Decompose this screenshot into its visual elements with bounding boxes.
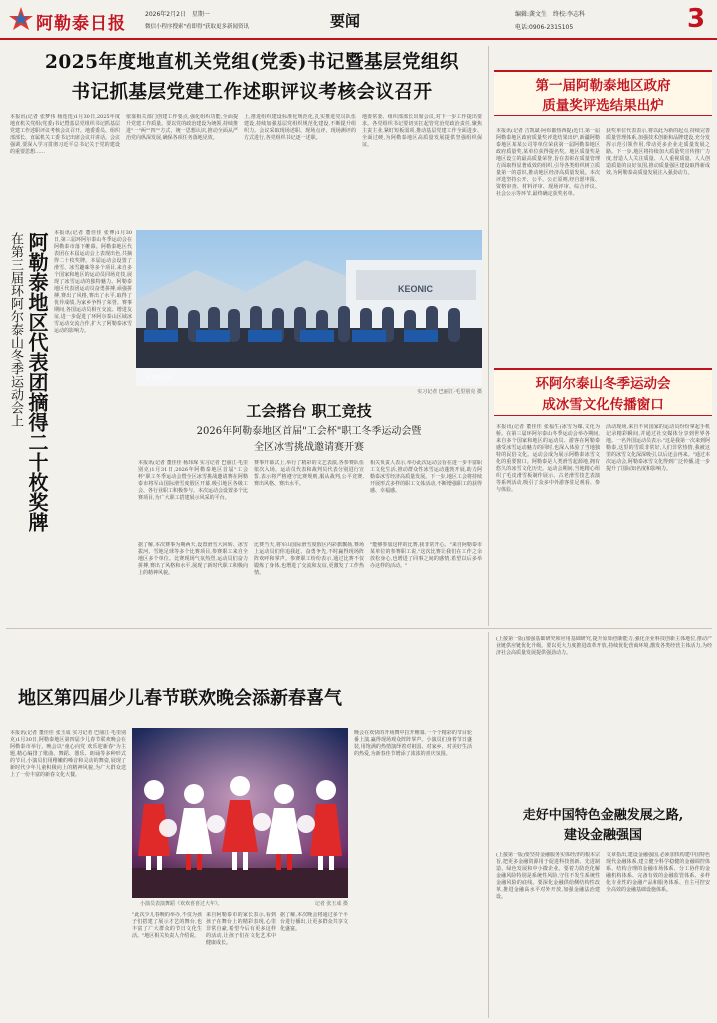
section-title: 要闻 xyxy=(330,12,361,30)
right-bottom-divider xyxy=(488,632,489,1018)
side-mid-title-line2: 成冰雪文化传播窗口 xyxy=(542,397,664,413)
photo-team-group xyxy=(136,230,482,386)
side-top-body-a: 本报讯(记者 吉凯斌·阿布都热西提)近日,第一届阿勒泰地区政府质量奖评选结果出炉,新疆阿勒泰地区某某公司等单位荣获第一届阿勒泰地区政府质量奖,某单位获得提名奖。地区质量奖是地区设立的最高质量荣誉,旨在表彰在质量管理方面取得显著成效的组织,引导各类组织树立质量第一的意识,推动地区经济高质量发展。本次评选坚持公开、公平、公正原则,经自愿申报、资格审查、材料评审、现场评审、综合评议、社会公示等环节,最终确定获奖名单。 xyxy=(496,128,600,197)
vertical-subtitle: 在第三届环阿尔泰山冬季运动会上 xyxy=(8,232,23,427)
vertical-title: 阿勒泰地区代表团摘得二十枚奖牌 xyxy=(25,232,49,532)
lead-title-line1: 2025年度地直机关党组(党委)书记暨基层党组织 xyxy=(45,52,459,73)
vertical-body: 本报讯(记者 董佳佳 张博)1月30日,第三届环阿尔泰山冬季运动会在阿勒泰市落下帷幕。阿勒泰地区代表团在本届运动会上表现出色,共摘得二十枚奖牌。本届运动会设置了滑雪、冰雪趣味等多个项目,来自多个国家和地区的运动员同场竞技,展现了冰雪运动的独特魅力。阿勒泰地区代表团运动员奋勇拼搏,顽强拼搏,赛出了风格,赛出了水平,取得了优异成绩,为家乡争得了荣誉。赛事期间,各国运动员相互交流、增进友谊,进一步促进了环阿尔泰山区域冰雪运动交流合作,扩大了阿勒泰冰雪运动的影响力。 xyxy=(54,230,132,334)
photo-banner-text: KEONIC xyxy=(398,284,434,294)
middle-body-col1: 本报讯(记者 董佳佳 杨玮琛 实习记者 巴丽江·毛里别克)1月31日,2026年阿勒泰地区首届"工会杯"职工冬季运动会暨全区冰雪挑战邀请赛在阿勒泰市将军山国际滑雪度假区开幕,吸引地区各级工会、各行业职工积极参与。本次运动会设置多个比赛项目,为广大职工搭建展示风采的平台。 xyxy=(138,460,248,501)
finance-title-line1: 走好中国特色金融发展之路, xyxy=(522,808,684,823)
masthead-rule xyxy=(0,38,717,40)
editor-line: 编辑:龚文生 终校:李志科 xyxy=(515,11,586,18)
lead-body-col3: 上,推进组织建设标准化规范化,扎实推进党员队伍建设,持续加强基层党组织规范化建设,不断提升组织力。会议采取现场述职、现场点评、现场测评的方式进行,各党组织书记逐一述职。 xyxy=(244,114,356,141)
middle-title: 工会搭台 职工竞技 xyxy=(246,402,372,420)
middle-subtitle-line2: 全区冰雪挑战邀请赛开赛 xyxy=(254,442,364,453)
festival-photo-credit: 记者 张玉成 摄 xyxy=(314,901,348,907)
masthead-logo-text: 阿勒泰日报 xyxy=(36,14,126,31)
finance-body-col2: 文章指出,建设金融强国,必须加快构建中国特色现代金融体系,建立健全科学稳健的金融调控体系、结构合理的金融市场体系、分工协作的金融机构体系、完备有效的金融监管体系、多样化专业性的金融产品和服务体系、自主可控安全高效的金融基础设施体系。 xyxy=(606,852,710,893)
side-mid-body-b: 活动现场,来自不同国家的运动员纷纷拿起手机记录精彩瞬间,并通过社交媒体分享到世界各地。一名外国运动员表示:"这是我第一次来到阿勒泰,这里的雪质非常好,人们非常热情,我被这里的冰雪文化深深吸引,以后还会再来。"通过本次运动会,阿勒泰冰雪文化得到广泛传播,进一步提升了国际知名度和影响力。 xyxy=(606,424,710,472)
photo-children-dance xyxy=(132,728,348,898)
festival-bottom-col1: "此次少儿春晚的举办,不仅为孩子们搭建了展示才艺的舞台,也丰富了广大群众的节日文化生活。"地区相关负责人介绍说。 xyxy=(132,912,202,939)
finance-body-col1: (上接第一版)要坚持金融服务实体经济的根本宗旨,把更多金融资源用于促进科技创新、先进制造、绿色发展和中小微企业。要着力防范化解金融风险特别是系统性风险,守住不发生系统性金融风险的底线。要深化金融供给侧结构性改革,推进金融高水平对外开放,加强金融法治建设。 xyxy=(496,852,600,900)
festival-photo-caption: 小演员表演舞蹈《欢欢喜喜过大年》。 xyxy=(140,901,223,907)
photo1-caption: 代表队合影。 xyxy=(146,375,177,381)
side-top-title-line1: 第一届阿勒泰地区政府 xyxy=(535,78,671,94)
lead-body-col1: 本报讯(记者 张梦伟 杨莲莲)1月30日,2025年度地直机关党组(党委)书记暨基层党组织书记抓基层党建工作述职评议考核会议召开。地委委员、组织部部长、直属机关工委书记出席会议并讲话。会议强调,要深入学习贯彻习近平总书记关于党的建设的重要思想…… xyxy=(10,114,120,155)
middle-body-col6: "能够参加这样的比赛,我非常开心。"来自阿勒泰市某单位的参赛职工说,"这次比赛让我们在工作之余放松身心,也增进了同事之间的感情,希望以后多举办这样的活动。" xyxy=(370,542,482,569)
lead-body-col2: 依靠相关部门创建工作要点,强化组织功能,全面提升党建工作质量。要以党的政治建设为统领,持续推进"一"两""四""方式，统一思想认识,推动全面从严治党向纵深发展,确保各项任务落地见效。 xyxy=(126,114,238,141)
lead-body-col4: 地委常委、组织部部长出席会议,对下一步工作提出要求。各党组织书记要切实扛起管党治党政治责任,聚焦主责主业,紧盯短板弱项,推动基层党建工作全面进步、全面过硬,为阿勒泰地区高质量发展提供坚强组织保证。 xyxy=(362,114,482,148)
logo-icon xyxy=(8,6,34,32)
festival-body-col1: 本报讯(记者 董佳佳 张玉成 实习记者 巴丽江·毛里别克)1月30日,阿勒泰地区第四届少儿春节联欢晚会在阿勒泰市举行。晚会以"童心向党 欢乐迎新春"为主题,精心编排了歌曲、舞蹈、器乐、朗诵等多种形式的节目,小演员们用稚嫩的嗓音和灵动的舞姿,展现了新时代少年儿童积极向上的精神风貌,为广大群众送上了一份丰富的新春文化大餐。 xyxy=(10,730,126,778)
photo1-credit: 实习记者 巴丽江·毛里别克 摄 xyxy=(417,389,482,395)
middle-body-col3: 赛事开幕式上,举行了精彩的文艺表演,各参赛队伍依次入场。运动员代表和裁判员代表分别进行宣誓,表示将严格遵守比赛规则,服从裁判,公平竞赛,赛出风格、赛出水平。 xyxy=(254,460,364,487)
side-top-body-b: 获奖单位代表表示,将以此为新的起点,持续完善质量管理体系,加强技术创新和品牌建设,充分发挥示范引领作用,带动更多企业走质量发展之路。下一步,地区将持续加大质量奖宣传推广力度,营造人人关注质量、人人重视质量、人人创造质量的良好氛围,推动质量强区建设取得新成效,为阿勒泰高质量发展注入强劲动力。 xyxy=(606,128,710,176)
festival-title: 地区第四届少儿春节联欢晚会添新春喜气 xyxy=(18,688,342,709)
middle-body-col5: 相关负责人表示,举办此次运动会旨在进一步丰富职工文化生活,推动群众性冰雪运动蓬勃开展,助力阿勒泰冰雪经济高质量发展。下一步,地区工会将持续开展形式多样的职工文体活动,不断增强职工的获得感、幸福感。 xyxy=(370,460,482,494)
phone-line: 电话:0906-2315105 xyxy=(515,24,574,31)
bottom-section-rule xyxy=(6,628,712,629)
side-mid-body-a: 本报讯(记者 董佳佳 张福生)冰雪为媒,文化为桥。在第三届环阿尔泰山冬季运动会举办期间,来自多个国家和地区的运动员、游客在阿勒泰感受冰雪运动魅力的同时,也深入体验了当地独特的民俗文化。运动会成为展示阿勒泰冰雪文化的重要窗口。阿勒泰是人类滑雪起源地,拥有悠久的冰雪文化历史。运动会期间,当地精心组织了毛皮滑雪板制作展示、古老滑雪技艺表演等系列活动,吸引了众多中外游客驻足观看、参与体验。 xyxy=(496,424,600,493)
festival-bottom-col3: 据了解,本次晚会将通过多个平台进行播出,让更多群众共享文化盛宴。 xyxy=(280,912,348,932)
middle-subtitle-line1: 2026年阿勒泰地区首届"工会杯"职工冬季运动会暨 xyxy=(196,426,422,437)
wechat-line: 微信小程序搜索"看即得"获取更多新闻资讯 xyxy=(145,24,250,30)
right-mid-body: (上接第一版)加强基础研究和应用基础研究,提升原始创新能力,强化企业科技创新主体地位,推动产业链供应链优化升级。要以更大力度推进改革开放,持续优化营商环境,激发各类经营主体活力,为经济社会高质量发展提供强劲动力。 xyxy=(496,636,712,656)
date-line: 2026年2月2日 星期一 xyxy=(145,11,210,18)
masthead xyxy=(0,0,717,38)
side-top-title-line2: 质量奖评选结果出炉 xyxy=(542,98,664,114)
side-mid-title-line1: 环阿尔泰山冬季运动会 xyxy=(535,376,671,392)
finance-title-line2: 建设金融强国 xyxy=(563,828,642,843)
right-column-divider xyxy=(488,46,489,626)
festival-bottom-col2: 来自阿勒泰市的家长表示,看到孩子在舞台上的精彩表现,心里非常自豪,希望今后有更多这样的活动,让孩子们在文化艺术中健康成长。 xyxy=(206,912,276,946)
middle-body-col4: 比赛当天,将军山国际滑雪度假区内彩旗飘扬,赛场上运动员们你追我赶、奋勇争先,不时赢得现场阵阵欢呼和掌声。参赛职工纷纷表示,通过比赛不仅锻炼了身体,也增进了交流和友谊,更激发了工作热情。 xyxy=(254,542,364,576)
lead-title-line2: 书记抓基层党建工作述职评议考核会议召开 xyxy=(71,82,433,103)
page-number: 3 xyxy=(686,4,706,34)
middle-body-col2: 据了解,本次赛事为期两天,设置滑雪大回转、冰雪拔河、雪地足球等多个比赛项目,参赛职工来自全地区多个单位。比赛现场气氛热烈,运动员们奋力拼搏,赛出了风格和水平,展现了新时代职工积极向上的精神风貌。 xyxy=(138,542,248,576)
festival-body-col2: 晚会在欢快的开场舞中拉开帷幕,一个个精彩的节目轮番上演,赢得现场观众阵阵掌声。小演员们身着节日盛装,用饱满的热情演绎着对祖国、对家乡、对美好生活的热爱,为新春佳节增添了浓浓的喜庆氛围。 xyxy=(354,730,472,757)
